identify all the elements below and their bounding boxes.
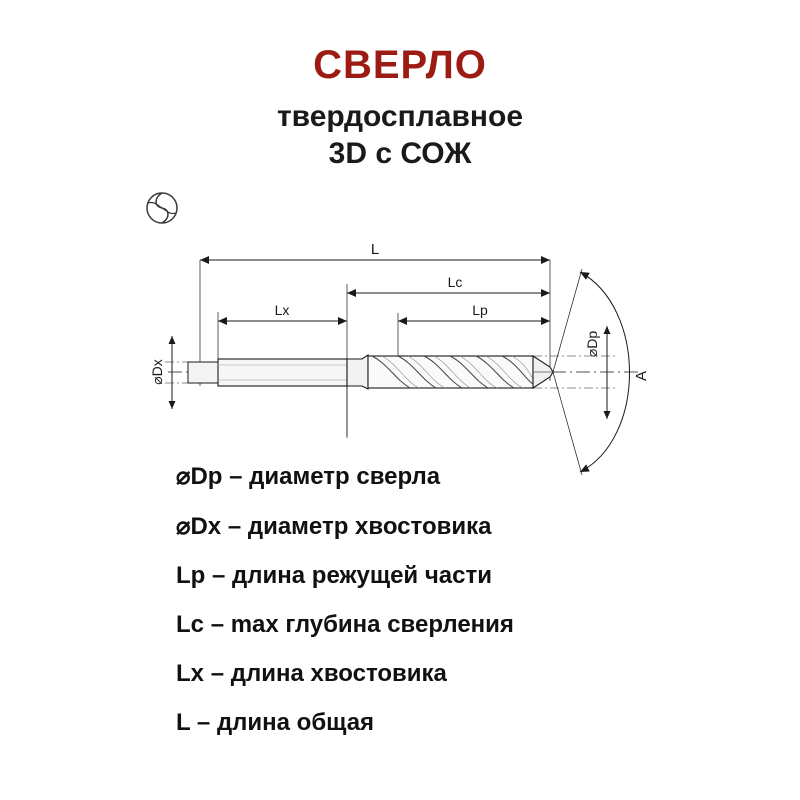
page-subtitle-material: твердосплавное bbox=[276, 100, 524, 133]
list-item bbox=[176, 611, 756, 639]
legend-dash: – bbox=[229, 463, 243, 490]
legend-dash: – bbox=[210, 611, 225, 638]
legend-description: диаметр сверла bbox=[249, 463, 441, 490]
legend-description: длина режущей части bbox=[232, 562, 492, 589]
list-item bbox=[176, 462, 756, 491]
legend-dash: – bbox=[196, 709, 211, 736]
list-item bbox=[176, 660, 756, 688]
label-total-length: L bbox=[370, 241, 380, 258]
legend-symbol: Lc bbox=[176, 611, 205, 638]
drill-flute-section bbox=[368, 356, 533, 388]
drill-cross-section-logo-icon bbox=[147, 193, 177, 223]
label-flute-length: Lp bbox=[472, 302, 488, 318]
label-point-angle: A bbox=[633, 370, 650, 382]
technical-drawing bbox=[110, 176, 690, 496]
drill-drawing-svg bbox=[110, 176, 690, 496]
page-title: СВЕРЛО bbox=[313, 43, 487, 87]
legend-description: диаметр хвостовика bbox=[247, 513, 492, 540]
list-item bbox=[176, 562, 756, 590]
legend-dash: – bbox=[212, 562, 226, 589]
list-item bbox=[176, 512, 756, 541]
dimension-max-drill-depth bbox=[347, 274, 550, 436]
legend-symbol: ⌀Dx bbox=[176, 513, 222, 540]
legend-symbol: L bbox=[176, 709, 191, 736]
label-shank-length: Lx bbox=[274, 302, 290, 318]
legend-symbol: Lp bbox=[176, 562, 206, 589]
label-drill-diameter: ⌀Dp bbox=[584, 330, 600, 358]
title-block bbox=[0, 44, 800, 170]
legend-description: max глубина сверления bbox=[230, 611, 514, 638]
legend-list bbox=[176, 462, 756, 758]
drill-shank bbox=[188, 359, 347, 386]
label-shank-diameter: ⌀Dx bbox=[149, 359, 165, 385]
legend-dash: – bbox=[227, 513, 242, 540]
legend-dash: – bbox=[210, 660, 225, 687]
label-max-drill-depth: Lc bbox=[447, 274, 463, 290]
page-subtitle-type: 3D с СОЖ bbox=[328, 137, 472, 170]
legend-symbol: ⌀Dp bbox=[176, 463, 223, 490]
list-item bbox=[176, 709, 756, 737]
legend-description: длина хвостовика bbox=[230, 660, 447, 687]
legend-symbol: Lx bbox=[176, 660, 205, 687]
drill-neck bbox=[347, 355, 368, 389]
legend-description: длина общая bbox=[216, 709, 375, 736]
